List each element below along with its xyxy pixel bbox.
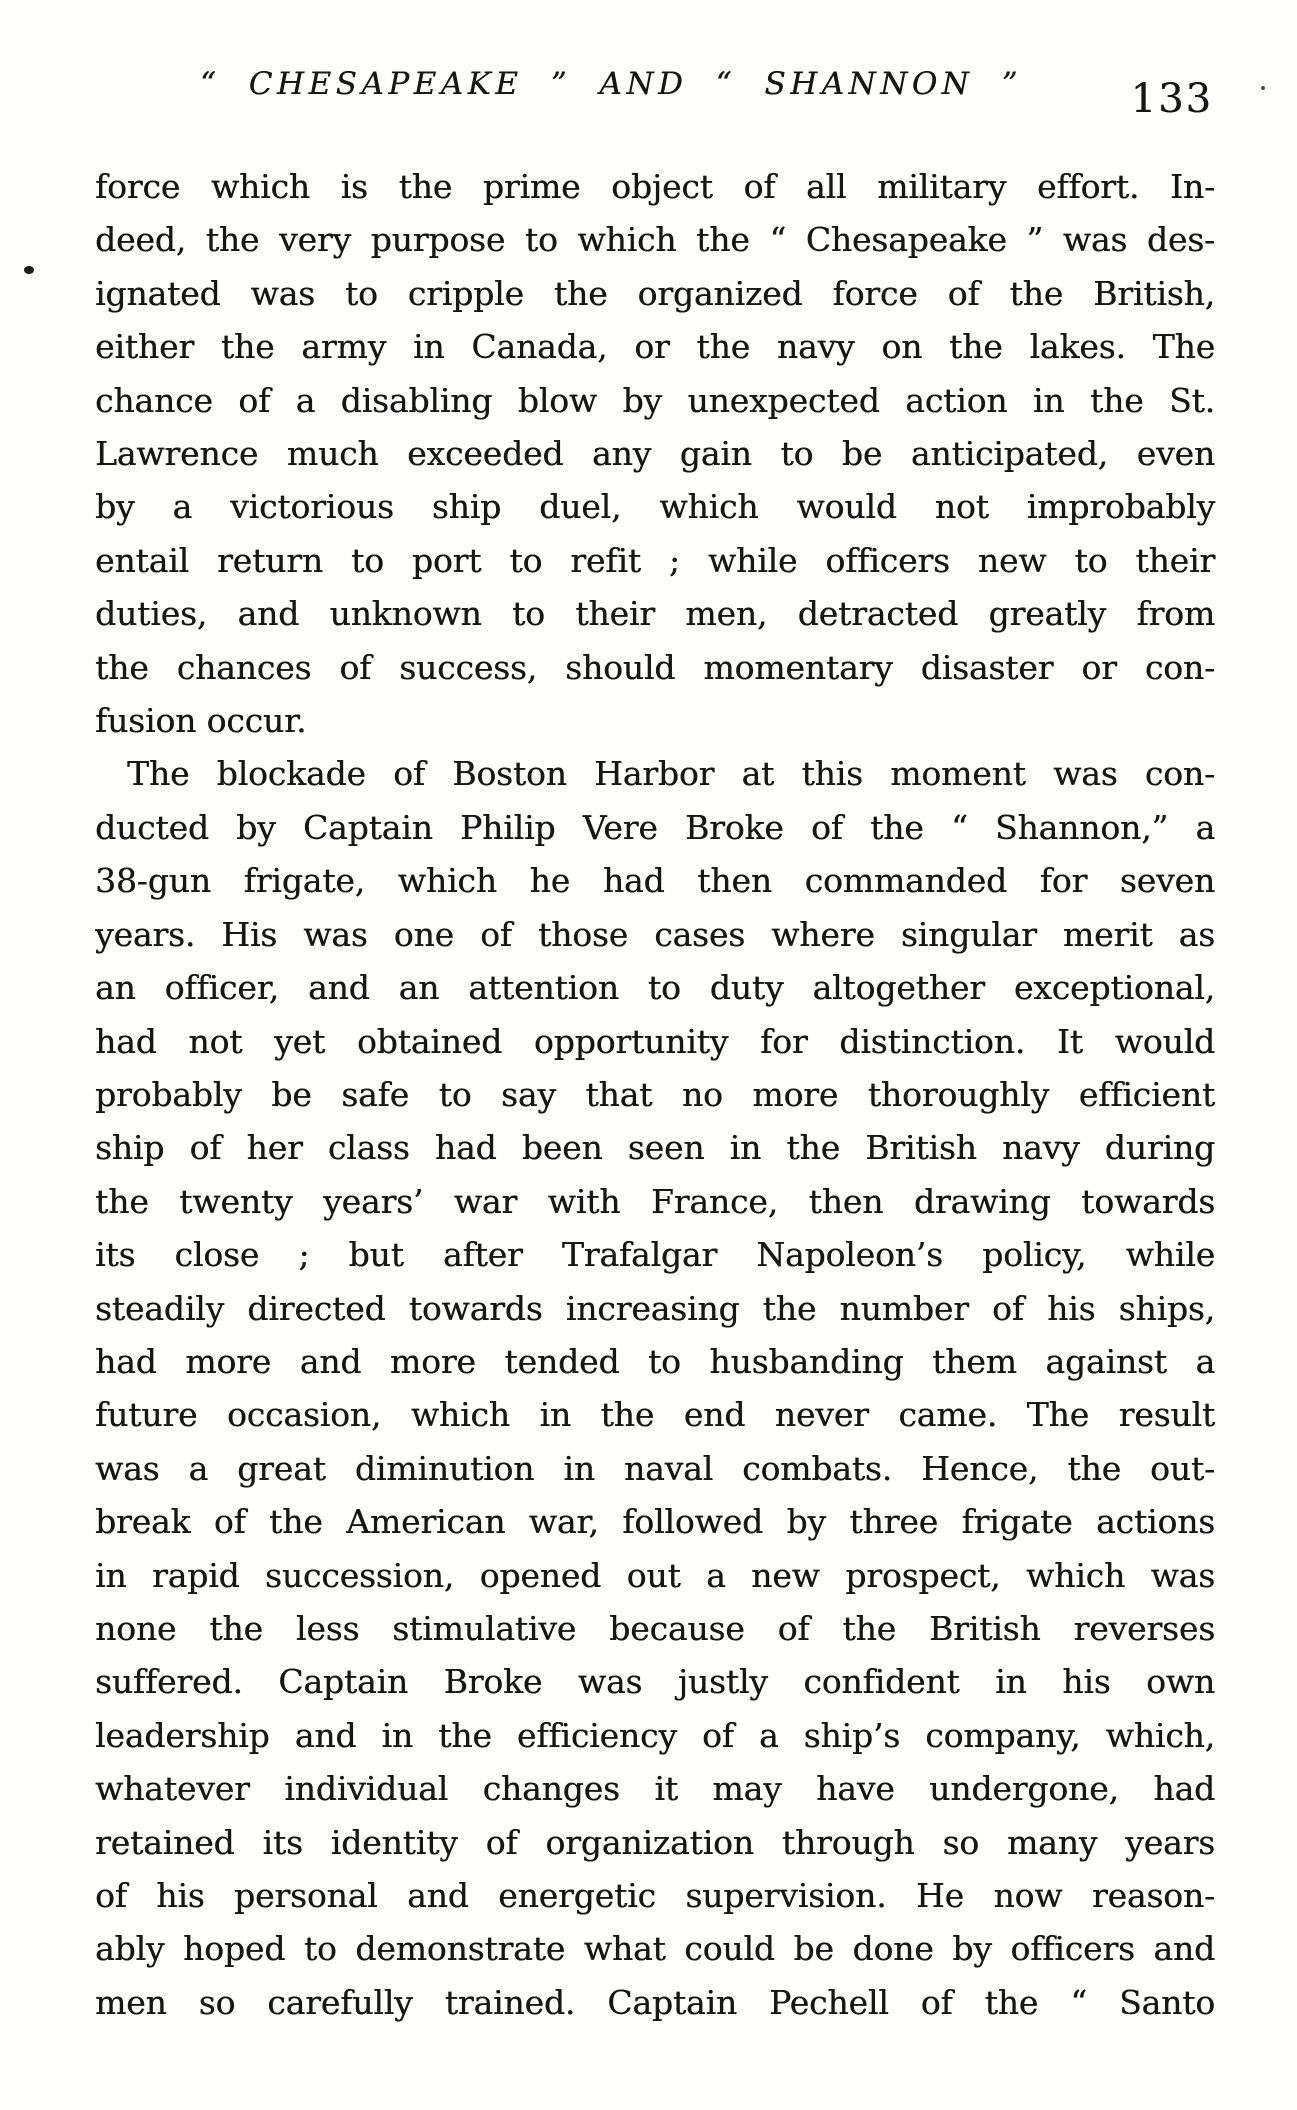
text-line: by a victorious ship duel, which would not improbably — [95, 487, 1215, 527]
text-line: either the army in Canada, or the navy on the lakes. The — [95, 327, 1215, 367]
text-line: deed, the very purpose to which the “ Chesapeake ” was des- — [95, 220, 1215, 260]
running-header-title: “ CHESAPEAKE ” AND “ SHANNON ” — [200, 66, 1023, 102]
page-number: 133 — [1130, 76, 1213, 122]
text-line: The blockade of Boston Harbor at this moment was con- — [127, 754, 1215, 794]
text-line: an officer, and an attention to duty altogether exceptional, — [95, 968, 1215, 1008]
text-line: Lawrence much exceeded any gain to be anticipated, even — [95, 434, 1215, 474]
text-line: ably hoped to demonstrate what could be done by officers and — [95, 1929, 1215, 1969]
text-line: steadily directed towards increasing the number of his ships, — [95, 1288, 1215, 1328]
text-line: had not yet obtained opportunity for distinction. It would — [95, 1021, 1215, 1061]
text-line: break of the American war, followed by three frigate actions — [95, 1502, 1215, 1542]
text-line: none the less stimulative because of the British reverses — [95, 1608, 1215, 1648]
ink-speck — [1261, 86, 1265, 90]
text-line: men so carefully trained. Captain Pechell of the “ Santo — [95, 1982, 1215, 2022]
text-line: force which is the prime object of all military effort. In- — [95, 167, 1215, 206]
text-line: whatever individual changes it may have undergone, had — [95, 1769, 1215, 1809]
text-line: suffered. Captain Broke was justly confident in his own — [95, 1662, 1215, 1702]
text-line: future occasion, which in the end never came. The result — [95, 1395, 1215, 1435]
text-line: its close ; but after Trafalgar Napoleon’s policy, while — [95, 1235, 1215, 1275]
text-line: had more and more tended to husbanding them against a — [95, 1341, 1215, 1381]
running-header — [0, 0, 1297, 150]
text-line: years. His was one of those cases where singular merit as — [95, 914, 1215, 954]
text-line: fusion occur. — [95, 701, 307, 741]
page-text — [95, 160, 1215, 2029]
text-line: the twenty years’ war with France, then drawing towards — [95, 1181, 1215, 1221]
text-line: the chances of success, should momentary disaster or con- — [95, 647, 1215, 687]
ink-speck — [24, 266, 34, 274]
text-line: retained its identity of organization through so many years — [95, 1822, 1215, 1862]
text-line: ship of her class had been seen in the British navy during — [95, 1128, 1215, 1168]
text-line: probably be safe to say that no more thoroughly efficient — [95, 1074, 1215, 1114]
text-line: 38-gun frigate, which he had then commanded for seven — [95, 861, 1215, 901]
text-line: in rapid succession, opened out a new prospect, which was — [95, 1555, 1215, 1595]
text-line: ducted by Captain Philip Vere Broke of the “ Shannon,” a — [95, 807, 1215, 847]
text-line: leadership and in the efficiency of a ship’s company, which, — [95, 1715, 1215, 1755]
text-line: ignated was to cripple the organized force of the British, — [95, 273, 1215, 313]
text-line: entail return to port to refit ; while officers new to their — [95, 540, 1215, 580]
text-line: was a great diminution in naval combats. Hence, the out- — [95, 1448, 1215, 1488]
text-line: of his personal and energetic supervision. He now reason- — [95, 1876, 1215, 1915]
text-line: duties, and unknown to their men, detracted greatly from — [95, 594, 1215, 634]
text-line: chance of a disabling blow by unexpected action in the St. — [95, 380, 1215, 420]
